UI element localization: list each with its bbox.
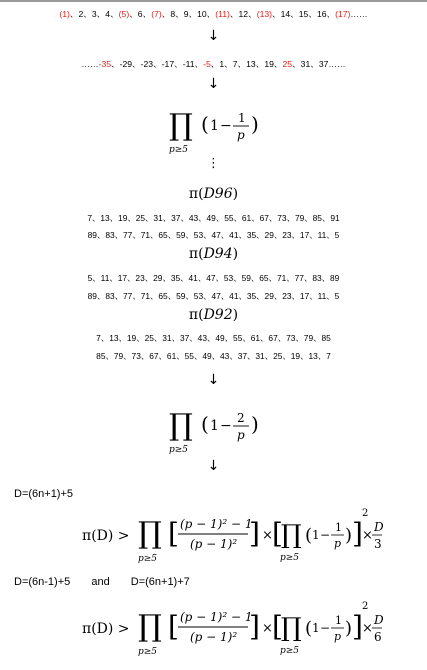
sequence-number: (13) [256,9,272,19]
open-bracket: [ [272,610,283,643]
and-word: and [91,576,110,588]
minus-sign: − [320,528,331,542]
product-symbol: ∏ [281,520,302,550]
sequence-separator: 、 [290,9,299,19]
sequence-separator: 、 [188,9,198,19]
close-bracket: ] [352,517,363,550]
fraction-denominator: p [237,128,245,142]
sequence-separator: 、 [194,59,204,69]
sequence-separator: 、 [224,59,233,69]
condition-line-1: D=(6n+1)+5 [14,488,74,500]
sequence-number: 8 [170,9,176,19]
sequence-separator: 、 [308,9,317,19]
sequence-ellipsis: …… [328,59,346,69]
d92-row-descending: 85、79、73、67、61、55、49、43、37、31、25、19、13、7 [96,351,331,361]
pi-d94-label: π(D94) [188,246,239,262]
one-term: 1 [312,621,320,635]
sequence-number: (5) [118,9,130,19]
pi-d-greater: π(D) > [82,528,130,544]
sequence-number: 6 [137,9,143,19]
sequence-number: 3 [91,9,97,19]
sequence-separator: 、 [110,9,119,19]
d94-row-ascending: 5、11、17、23、29、35、41、47、53、59、65、71、77、83、89 [87,273,340,283]
open-bracket: [ [272,517,283,550]
sequence-number: -11 [182,59,195,69]
fraction-denominator: (p − 1)² [190,537,238,551]
product-subscript: p≥5 [138,647,158,657]
sequence-separator: 、 [96,9,106,19]
minus-sign: − [320,621,331,635]
sequence-number: 19 [264,59,274,69]
sequence-ellipsis: …… [81,59,99,69]
one-term: 1 [210,118,219,134]
product-subscript: p≥5 [138,554,158,564]
sequence-separator: 、 [83,9,92,19]
sequence-number: 14 [280,9,291,19]
sequence-number: 12 [238,9,249,19]
condition-a: D=(6n-1)+5 [14,576,71,588]
last-fraction-numerator: D [374,520,384,534]
down-arrow-icon: ↓ [207,372,220,388]
sequence-number: (11) [215,9,230,19]
sequence-separator: 、 [255,59,265,69]
sequence-number: 7 [232,59,238,69]
fraction-numerator: 2 [237,411,245,425]
sequence-number: -5 [203,59,211,69]
product-symbol: ∏ [169,108,193,143]
sequence-separator: 、 [161,9,171,19]
close-bracket: ] [352,610,363,643]
estimate-formula-d-over-3 [82,503,382,569]
minus-sign: − [220,418,232,434]
sequence-number: -23 [140,59,154,69]
sequence-number: 1 [219,59,225,69]
sequence-number: 2 [78,9,84,19]
open-paren: ( [305,618,313,639]
d94-row-descending: 89、83、77、71、65、59、53、47、41、35、29、23、17、11、5 [87,291,340,301]
times-sign: × [262,528,273,543]
condition-b: D=(6n+1)+7 [130,576,190,588]
open-paren: ( [305,525,313,546]
top-rule [0,0,427,2]
product-formula-one-over-p [163,99,273,157]
product-symbol: ∏ [138,609,162,644]
product-subscript: p≥5 [169,445,189,455]
fraction-numerator: 1 [238,111,246,125]
sequence-separator: 、 [237,59,247,69]
down-arrow-icon: ↓ [207,76,220,92]
sequence-separator: 、 [174,59,183,69]
sequence-separator: 、 [129,9,138,19]
sequence-number: 37 [318,59,329,69]
condition-line-2 [14,576,190,588]
sequence-separator: 、 [69,9,79,19]
sequence-separator: 、 [273,59,283,69]
sequence-separator: 、 [206,9,216,19]
sequence-separator: 、 [142,9,152,19]
sequence-number: (17) [335,9,351,19]
last-fraction-denominator: 6 [374,630,382,644]
last-fraction-denominator: 3 [374,537,382,551]
sequence-separator: 、 [175,9,184,19]
fraction-denominator: p [237,428,245,442]
times-sign: × [362,528,373,543]
pi-d96-label: π(D96) [188,186,239,202]
sequence-ellipsis: …… [350,9,368,19]
times-sign: × [262,621,273,636]
vertical-ellipsis-icon: ⋮ [207,156,220,171]
sequence-number: 16 [316,9,327,19]
product-formula-two-over-p [163,399,273,457]
sequence-number: (7) [151,9,162,19]
one-term: 1 [312,528,320,542]
sequence-number: 25 [282,59,293,69]
pi-d92-label: π(D92) [188,307,239,323]
sequence-separator: 、 [326,9,336,19]
product-subscript: p≥5 [280,553,300,563]
close-bracket: ] [249,517,260,550]
times-sign: × [362,621,373,636]
minus-sign: − [220,118,232,134]
last-fraction-numerator: D [374,613,384,627]
d96-row-ascending: 7、13、19、25、31、37、43、49、55、61、67、73、79、85、91 [87,213,340,223]
product-subscript: p≥5 [280,646,300,656]
sequence-separator: 、 [292,59,301,69]
close-paren: ) [345,618,353,639]
sequence-number: 4 [105,9,111,19]
fraction-denominator: p [334,537,342,550]
sequence-number: -17 [161,59,175,69]
fraction-denominator: p [334,630,342,643]
open-bracket: [ [168,610,179,643]
fraction-denominator: (p − 1)² [190,630,238,644]
sequence-separator: 、 [272,9,281,19]
pi-d-greater: π(D) > [82,621,130,637]
sequence-number: 13 [246,59,256,69]
natural-number-sequence [0,8,427,20]
one-term: 1 [210,418,219,434]
sequence-separator: 、 [310,59,319,69]
close-paren: ) [251,112,259,136]
exponent: 2 [362,508,369,519]
sequence-separator: 、 [229,9,239,19]
sequence-number: 9 [183,9,189,19]
fraction-numerator: 1 [335,614,342,627]
open-bracket: [ [168,517,179,550]
six-n-plus-one-sequence [0,58,427,70]
product-symbol: ∏ [169,408,193,443]
estimate-formula-d-over-6 [82,596,382,662]
sequence-separator: 、 [210,59,220,69]
sequence-number: 31 [300,59,311,69]
down-arrow-icon: ↓ [207,28,220,44]
close-bracket: ] [249,610,260,643]
sequence-separator: 、 [248,9,257,19]
d92-row-ascending: 7、13、19、25、31、37、43、49、55、61、67、73、79、85 [96,333,331,343]
fraction-numerator: (p − 1)² − 1 [180,610,253,624]
sequence-separator: 、 [111,59,120,69]
product-symbol: ∏ [138,516,162,551]
open-paren: ( [201,112,209,136]
product-subscript: p≥5 [169,145,189,155]
sequence-number: 15 [298,9,309,19]
sequence-separator: 、 [153,59,162,69]
close-paren: ) [345,525,353,546]
sequence-number: (1) [59,9,70,19]
sequence-separator: 、 [132,59,141,69]
sequence-number: 10 [197,9,207,19]
fraction-numerator: 1 [335,521,342,534]
d96-row-descending: 89、83、77、71、65、59、53、47、41、35、29、23、17、11、5 [87,230,340,240]
fraction-numerator: (p − 1)² − 1 [180,517,253,531]
open-paren: ( [201,412,209,436]
exponent: 2 [362,601,369,612]
sequence-number: -29 [119,59,133,69]
product-symbol: ∏ [281,613,302,643]
down-arrow-icon: ↓ [207,458,220,474]
close-paren: ) [251,412,259,436]
sequence-number: -35 [98,59,111,69]
